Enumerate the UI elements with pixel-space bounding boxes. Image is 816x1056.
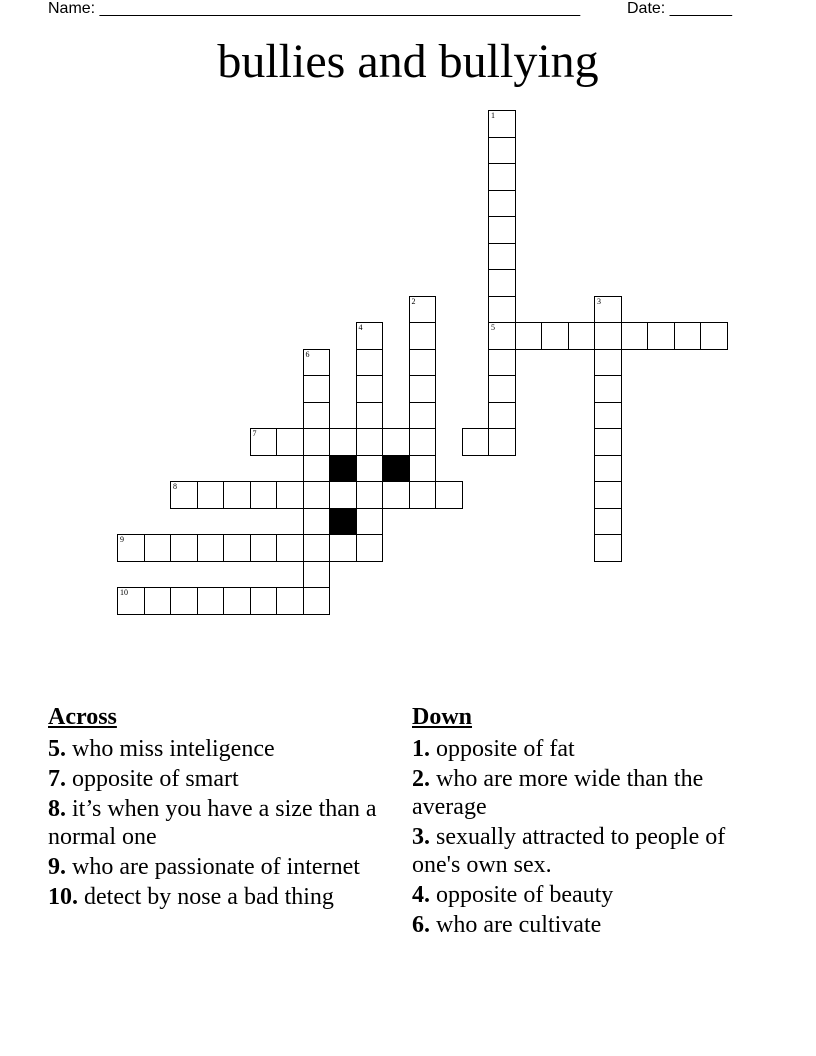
crossword-cell[interactable] — [356, 375, 384, 403]
crossword-cell[interactable] — [223, 481, 251, 509]
clue-number: 4 — [358, 323, 363, 332]
crossword-cell[interactable] — [409, 375, 437, 403]
crossword-cell[interactable] — [356, 455, 384, 483]
clue-down-4: 4. opposite of beauty — [412, 882, 614, 908]
clue-number: 8 — [173, 482, 177, 491]
clue-down-1: 1. opposite of fat — [412, 736, 575, 762]
clue-number: 9 — [120, 535, 124, 544]
crossword-cell[interactable] — [303, 508, 331, 536]
crossword-cell[interactable] — [594, 322, 622, 350]
crossword-cell[interactable] — [488, 402, 516, 430]
clue-number: 3 — [597, 296, 601, 306]
clue-number: 1 — [491, 111, 495, 120]
crossword-cell[interactable] — [303, 534, 331, 562]
crossword-cell[interactable] — [488, 269, 516, 297]
crossword-cell[interactable] — [170, 481, 198, 509]
clue-down-6: 6. who are cultivate — [412, 912, 602, 938]
clue-number: 6 — [305, 349, 310, 359]
clue-across-10: 10. detect by nose a bad thing — [48, 884, 334, 910]
crossword-cell[interactable] — [303, 455, 331, 483]
black-cell — [329, 508, 357, 536]
crossword-cell[interactable] — [409, 296, 437, 324]
crossword-cell[interactable] — [594, 375, 622, 403]
across-heading: Across — [48, 704, 117, 730]
black-cell — [382, 455, 410, 483]
name-field-label: Name: ______________________________________________________ — [48, 0, 581, 17]
crossword-cell[interactable] — [594, 508, 622, 536]
crossword-cell[interactable] — [488, 137, 516, 165]
crossword-cell[interactable] — [594, 481, 622, 509]
crossword-cell[interactable] — [568, 322, 596, 350]
crossword-cell[interactable] — [435, 481, 463, 509]
date-field-label: Date: _______ — [627, 0, 732, 17]
crossword-cell[interactable] — [515, 322, 543, 350]
crossword-cell[interactable] — [223, 587, 251, 615]
crossword-cell[interactable] — [700, 322, 728, 350]
crossword-cell[interactable] — [409, 455, 437, 483]
crossword-cell[interactable] — [356, 349, 384, 377]
crossword-cell[interactable] — [594, 296, 622, 324]
crossword-cell[interactable] — [144, 587, 172, 615]
clue-number: 2 — [411, 296, 416, 306]
crossword-cell[interactable] — [250, 587, 278, 615]
crossword-cell[interactable] — [488, 216, 516, 244]
crossword-cell[interactable] — [356, 428, 384, 456]
crossword-cell[interactable] — [462, 428, 490, 456]
crossword-cell[interactable] — [170, 587, 198, 615]
crossword-cell[interactable] — [488, 190, 516, 218]
crossword-cell[interactable] — [329, 481, 357, 509]
clue-across-9: 9. who are passionate of internet — [48, 854, 360, 880]
crossword-cell[interactable] — [250, 428, 278, 456]
crossword-cell[interactable] — [409, 322, 437, 350]
crossword-cell[interactable] — [250, 534, 278, 562]
crossword-cell[interactable] — [170, 534, 198, 562]
crossword-cell[interactable] — [276, 534, 304, 562]
crossword-cell[interactable] — [276, 481, 304, 509]
crossword-cell[interactable] — [594, 402, 622, 430]
crossword-cell[interactable] — [303, 375, 331, 403]
crossword-cell[interactable] — [409, 428, 437, 456]
crossword-cell[interactable] — [117, 587, 145, 615]
crossword-cell[interactable] — [276, 587, 304, 615]
crossword-cell[interactable] — [223, 534, 251, 562]
crossword-cell[interactable] — [594, 534, 622, 562]
black-cell — [329, 455, 357, 483]
crossword-cell[interactable] — [303, 428, 331, 456]
clue-number: 7 — [252, 429, 257, 438]
down-heading: Down — [412, 704, 473, 730]
crossword-cell[interactable] — [303, 561, 331, 589]
clue-across-7: 7. opposite of smart — [48, 766, 239, 792]
crossword-cell[interactable] — [382, 428, 410, 456]
crossword-cell[interactable] — [329, 534, 357, 562]
crossword-cell[interactable] — [488, 428, 516, 456]
crossword-cell[interactable] — [488, 163, 516, 191]
crossword-cell[interactable] — [409, 402, 437, 430]
crossword-cell[interactable] — [197, 587, 225, 615]
crossword-cell[interactable] — [382, 481, 410, 509]
crossword-cell[interactable] — [276, 428, 304, 456]
crossword-cell[interactable] — [594, 455, 622, 483]
crossword-cell[interactable] — [674, 322, 702, 350]
crossword-cell[interactable] — [303, 587, 331, 615]
crossword-cell[interactable] — [488, 110, 516, 138]
crossword-cell[interactable] — [117, 534, 145, 562]
crossword-cell[interactable] — [594, 349, 622, 377]
crossword-cell[interactable] — [303, 402, 331, 430]
crossword-cell[interactable] — [197, 481, 225, 509]
crossword-cell[interactable] — [647, 322, 675, 350]
crossword-cell[interactable] — [356, 481, 384, 509]
clue-across-5: 5. who miss inteligence — [48, 736, 275, 762]
clue-across-8: 8. it’s when you have a size than a normal one — [48, 796, 377, 850]
crossword-cell[interactable] — [356, 402, 384, 430]
crossword-cell[interactable] — [488, 322, 516, 350]
crossword-cell[interactable] — [488, 349, 516, 377]
crossword-cell[interactable] — [303, 349, 331, 377]
crossword-cell[interactable] — [144, 534, 172, 562]
clue-number: 5 — [491, 323, 495, 332]
crossword-cell[interactable] — [488, 243, 516, 271]
crossword-cell[interactable] — [356, 534, 384, 562]
crossword-cell[interactable] — [329, 428, 357, 456]
crossword-cell[interactable] — [488, 296, 516, 324]
clue-down-3: 3. sexually attracted to people of one's own sex. — [412, 824, 726, 878]
crossword-cell[interactable] — [303, 481, 331, 509]
crossword-cell[interactable] — [197, 534, 225, 562]
crossword-cell[interactable] — [488, 375, 516, 403]
crossword-cell[interactable] — [541, 322, 569, 350]
crossword-cell[interactable] — [250, 481, 278, 509]
page-title: bullies and bullying — [217, 35, 599, 88]
clue-number: 10 — [120, 588, 128, 597]
crossword-cell[interactable] — [594, 428, 622, 456]
crossword-cell[interactable] — [356, 508, 384, 536]
crossword-cell[interactable] — [621, 322, 649, 350]
crossword-cell[interactable] — [409, 481, 437, 509]
down-clues — [412, 703, 732, 941]
across-clues — [48, 703, 393, 913]
clue-down-2: 2. who are more wide than the average — [412, 766, 704, 820]
crossword-cell[interactable] — [409, 349, 437, 377]
crossword-cell[interactable] — [356, 322, 384, 350]
